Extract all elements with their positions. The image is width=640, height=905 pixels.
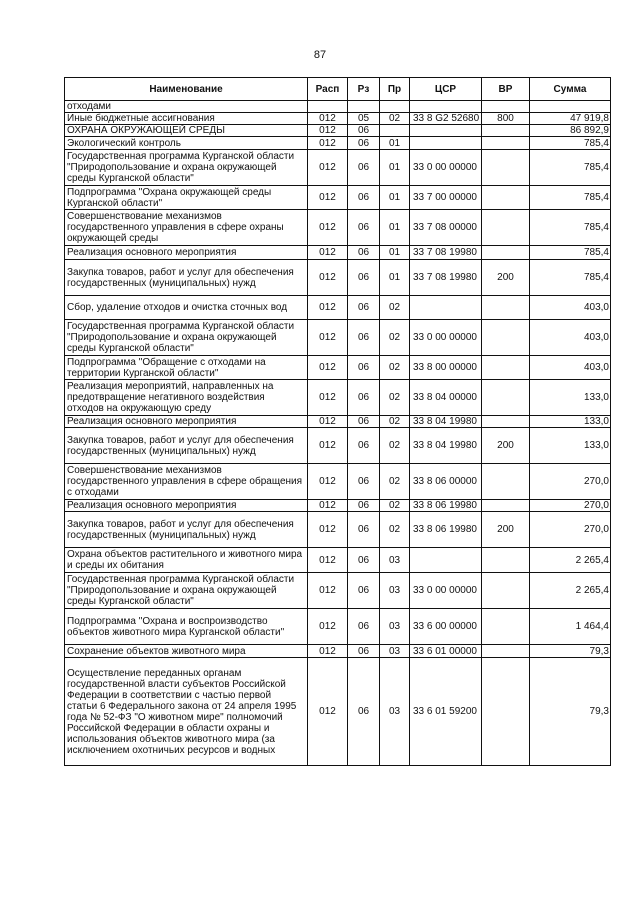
table-row <box>65 210 611 246</box>
row-pr: 02 <box>380 464 410 500</box>
row-csr: 33 8 06 19980 <box>410 512 482 548</box>
row-pr: 03 <box>380 609 410 645</box>
row-pr: 02 <box>380 512 410 548</box>
row-pr: 02 <box>380 500 410 512</box>
row-pr: 02 <box>380 380 410 416</box>
table-row <box>65 113 611 125</box>
table-row <box>65 428 611 464</box>
row-sum: 133,0 <box>530 428 611 464</box>
table-row <box>65 246 611 260</box>
row-rasp: 012 <box>308 296 348 320</box>
row-vr <box>482 609 530 645</box>
row-sum: 79,3 <box>530 645 611 658</box>
row-csr: 33 8 04 19980 <box>410 428 482 464</box>
row-rasp: 012 <box>308 573 348 609</box>
table-row <box>65 645 611 658</box>
row-pr: 02 <box>380 320 410 356</box>
row-rz: 06 <box>348 186 380 210</box>
row-csr: 33 6 00 00000 <box>410 609 482 645</box>
row-rasp: 012 <box>308 428 348 464</box>
row-rz: 06 <box>348 416 380 428</box>
row-pr: 01 <box>380 150 410 186</box>
row-rz: 06 <box>348 500 380 512</box>
row-vr <box>482 464 530 500</box>
row-rasp: 012 <box>308 512 348 548</box>
row-rasp <box>308 101 348 113</box>
row-name: Реализация основного мероприятия <box>65 416 308 428</box>
table-row <box>65 186 611 210</box>
row-rz: 06 <box>348 356 380 380</box>
budget-table <box>64 77 611 766</box>
row-sum: 2 265,4 <box>530 573 611 609</box>
row-name: Совершенствование механизмов государственного управления в сфере охраны окружающей среды <box>65 210 308 246</box>
row-rasp: 012 <box>308 137 348 150</box>
row-vr <box>482 548 530 573</box>
row-sum: 785,4 <box>530 210 611 246</box>
row-pr: 02 <box>380 296 410 320</box>
table-row <box>65 356 611 380</box>
row-vr <box>482 573 530 609</box>
row-vr <box>482 246 530 260</box>
row-csr: 33 7 08 19980 <box>410 260 482 296</box>
row-vr <box>482 356 530 380</box>
row-csr <box>410 548 482 573</box>
row-pr: 03 <box>380 645 410 658</box>
row-rz: 06 <box>348 512 380 548</box>
row-sum: 270,0 <box>530 500 611 512</box>
row-vr <box>482 137 530 150</box>
header-sum: Сумма <box>530 78 611 101</box>
table-row <box>65 548 611 573</box>
header-rasp: Расп <box>308 78 348 101</box>
row-name: Сохранение объектов животного мира <box>65 645 308 658</box>
row-csr: 33 7 00 00000 <box>410 186 482 210</box>
row-rz: 06 <box>348 548 380 573</box>
row-name: Подпрограмма "Охрана окружающей среды Курганской области" <box>65 186 308 210</box>
row-rasp: 012 <box>308 260 348 296</box>
row-rz: 06 <box>348 609 380 645</box>
row-vr <box>482 150 530 186</box>
header-pr: Пр <box>380 78 410 101</box>
row-rz: 06 <box>348 150 380 186</box>
row-name: Реализация основного мероприятия <box>65 500 308 512</box>
row-vr <box>482 380 530 416</box>
row-rz: 06 <box>348 210 380 246</box>
row-sum: 403,0 <box>530 296 611 320</box>
row-name: Реализация основного мероприятия <box>65 246 308 260</box>
row-pr: 01 <box>380 246 410 260</box>
row-name: Подпрограмма "Обращение с отходами на территории Курганской области" <box>65 356 308 380</box>
row-name: Государственная программа Курганской области "Природопользование и охрана окружающей среды Курганской области" <box>65 573 308 609</box>
row-vr: 200 <box>482 512 530 548</box>
row-rz: 06 <box>348 296 380 320</box>
row-name: Подпрограмма "Охрана и воспроизводство объектов животного мира Курганской области" <box>65 609 308 645</box>
row-vr <box>482 658 530 766</box>
row-vr <box>482 500 530 512</box>
row-csr: 33 8 04 00000 <box>410 380 482 416</box>
row-csr: 33 7 08 00000 <box>410 210 482 246</box>
row-sum: 785,4 <box>530 186 611 210</box>
row-sum: 2 265,4 <box>530 548 611 573</box>
row-vr <box>482 101 530 113</box>
row-sum: 270,0 <box>530 512 611 548</box>
row-rasp: 012 <box>308 125 348 137</box>
row-csr: 33 0 00 00000 <box>410 150 482 186</box>
table-row <box>65 101 611 113</box>
row-name: Государственная программа Курганской области "Природопользование и охрана окружающей среды Курганской области" <box>65 150 308 186</box>
row-sum: 785,4 <box>530 246 611 260</box>
header-name: Наименование <box>65 78 308 101</box>
row-sum: 403,0 <box>530 356 611 380</box>
table-row <box>65 125 611 137</box>
row-rz: 06 <box>348 573 380 609</box>
row-sum: 1 464,4 <box>530 609 611 645</box>
table-row <box>65 150 611 186</box>
row-csr <box>410 296 482 320</box>
row-name: Государственная программа Курганской области "Природопользование и охрана окружающей среды Курганской области" <box>65 320 308 356</box>
row-name: Сбор, удаление отходов и очистка сточных вод <box>65 296 308 320</box>
row-pr: 03 <box>380 573 410 609</box>
row-sum: 785,4 <box>530 260 611 296</box>
row-rasp: 012 <box>308 150 348 186</box>
row-csr <box>410 137 482 150</box>
table-row <box>65 296 611 320</box>
row-rasp: 012 <box>308 464 348 500</box>
row-csr: 33 7 08 19980 <box>410 246 482 260</box>
row-vr: 800 <box>482 113 530 125</box>
row-csr: 33 8 G2 52680 <box>410 113 482 125</box>
row-vr <box>482 125 530 137</box>
row-name: отходами <box>65 101 308 113</box>
row-rasp: 012 <box>308 210 348 246</box>
row-pr: 02 <box>380 428 410 464</box>
row-csr: 33 0 00 00000 <box>410 573 482 609</box>
row-rz: 06 <box>348 380 380 416</box>
row-sum: 133,0 <box>530 416 611 428</box>
row-pr: 01 <box>380 260 410 296</box>
row-pr: 01 <box>380 210 410 246</box>
row-rasp: 012 <box>308 186 348 210</box>
row-rz: 06 <box>348 645 380 658</box>
row-pr <box>380 125 410 137</box>
row-name: ОХРАНА ОКРУЖАЮЩЕЙ СРЕДЫ <box>65 125 308 137</box>
header-vr: ВР <box>482 78 530 101</box>
row-rasp: 012 <box>308 500 348 512</box>
row-vr: 200 <box>482 428 530 464</box>
row-name: Закупка товаров, работ и услуг для обеспечения государственных (муниципальных) нужд <box>65 512 308 548</box>
table-row <box>65 658 611 766</box>
row-sum <box>530 101 611 113</box>
row-csr: 33 8 04 19980 <box>410 416 482 428</box>
row-csr <box>410 101 482 113</box>
row-rz: 06 <box>348 125 380 137</box>
row-sum: 133,0 <box>530 380 611 416</box>
row-rasp: 012 <box>308 658 348 766</box>
table-row <box>65 416 611 428</box>
row-vr <box>482 186 530 210</box>
row-rasp: 012 <box>308 246 348 260</box>
row-vr <box>482 416 530 428</box>
row-rasp: 012 <box>308 548 348 573</box>
table-row <box>65 609 611 645</box>
page-number: 87 <box>313 49 327 61</box>
row-vr: 200 <box>482 260 530 296</box>
row-rz: 06 <box>348 658 380 766</box>
table-row <box>65 464 611 500</box>
row-rz: 06 <box>348 464 380 500</box>
table-row <box>65 380 611 416</box>
row-csr: 33 8 00 00000 <box>410 356 482 380</box>
row-rz: 06 <box>348 320 380 356</box>
row-rasp: 012 <box>308 113 348 125</box>
row-rz: 06 <box>348 137 380 150</box>
row-rasp: 012 <box>308 380 348 416</box>
row-sum: 47 919,8 <box>530 113 611 125</box>
row-name: Реализация мероприятий, направленных на предотвращение негативного воздействия отходов на окружающую среду <box>65 380 308 416</box>
row-csr <box>410 125 482 137</box>
row-pr: 02 <box>380 356 410 380</box>
row-rz <box>348 101 380 113</box>
row-rasp: 012 <box>308 416 348 428</box>
row-rz: 06 <box>348 260 380 296</box>
row-rz: 05 <box>348 113 380 125</box>
row-pr: 03 <box>380 548 410 573</box>
row-sum: 79,3 <box>530 658 611 766</box>
row-vr <box>482 645 530 658</box>
row-sum: 86 892,9 <box>530 125 611 137</box>
row-rasp: 012 <box>308 320 348 356</box>
row-pr: 02 <box>380 113 410 125</box>
table-row <box>65 320 611 356</box>
row-pr <box>380 101 410 113</box>
header-rz: Рз <box>348 78 380 101</box>
row-pr: 01 <box>380 137 410 150</box>
row-name: Осуществление переданных органам государственной власти субъектов Российской Федерации в соответствии с частью первой статьи 6 Федерального закона от 24 апреля 1995 года № 52-ФЗ "О животном мире" полномочий Российской Федерации в области охраны и использования объектов животного мира (за исключением охотничьих ресурсов и водных <box>65 658 308 766</box>
row-sum: 270,0 <box>530 464 611 500</box>
row-sum: 785,4 <box>530 150 611 186</box>
row-csr: 33 8 06 19980 <box>410 500 482 512</box>
row-name: Закупка товаров, работ и услуг для обеспечения государственных (муниципальных) нужд <box>65 260 308 296</box>
row-vr <box>482 210 530 246</box>
row-rasp: 012 <box>308 645 348 658</box>
row-name: Совершенствование механизмов государственного управления в сфере обращения с отходами <box>65 464 308 500</box>
table-row <box>65 573 611 609</box>
row-csr: 33 8 06 00000 <box>410 464 482 500</box>
row-name: Иные бюджетные ассигнования <box>65 113 308 125</box>
row-name: Экологический контроль <box>65 137 308 150</box>
table-row <box>65 512 611 548</box>
table-body <box>65 101 611 766</box>
header-row <box>65 78 611 101</box>
row-pr: 01 <box>380 186 410 210</box>
table-row <box>65 260 611 296</box>
table-row <box>65 137 611 150</box>
row-pr: 03 <box>380 658 410 766</box>
row-csr: 33 0 00 00000 <box>410 320 482 356</box>
row-name: Закупка товаров, работ и услуг для обеспечения государственных (муниципальных) нужд <box>65 428 308 464</box>
row-csr: 33 6 01 00000 <box>410 645 482 658</box>
row-name: Охрана объектов растительного и животного мира и среды их обитания <box>65 548 308 573</box>
header-csr: ЦСР <box>410 78 482 101</box>
row-sum: 403,0 <box>530 320 611 356</box>
table-row <box>65 500 611 512</box>
row-vr <box>482 320 530 356</box>
row-csr: 33 6 01 59200 <box>410 658 482 766</box>
row-rz: 06 <box>348 246 380 260</box>
row-pr: 02 <box>380 416 410 428</box>
row-rasp: 012 <box>308 609 348 645</box>
row-rz: 06 <box>348 428 380 464</box>
row-vr <box>482 296 530 320</box>
row-sum: 785,4 <box>530 137 611 150</box>
row-rasp: 012 <box>308 356 348 380</box>
